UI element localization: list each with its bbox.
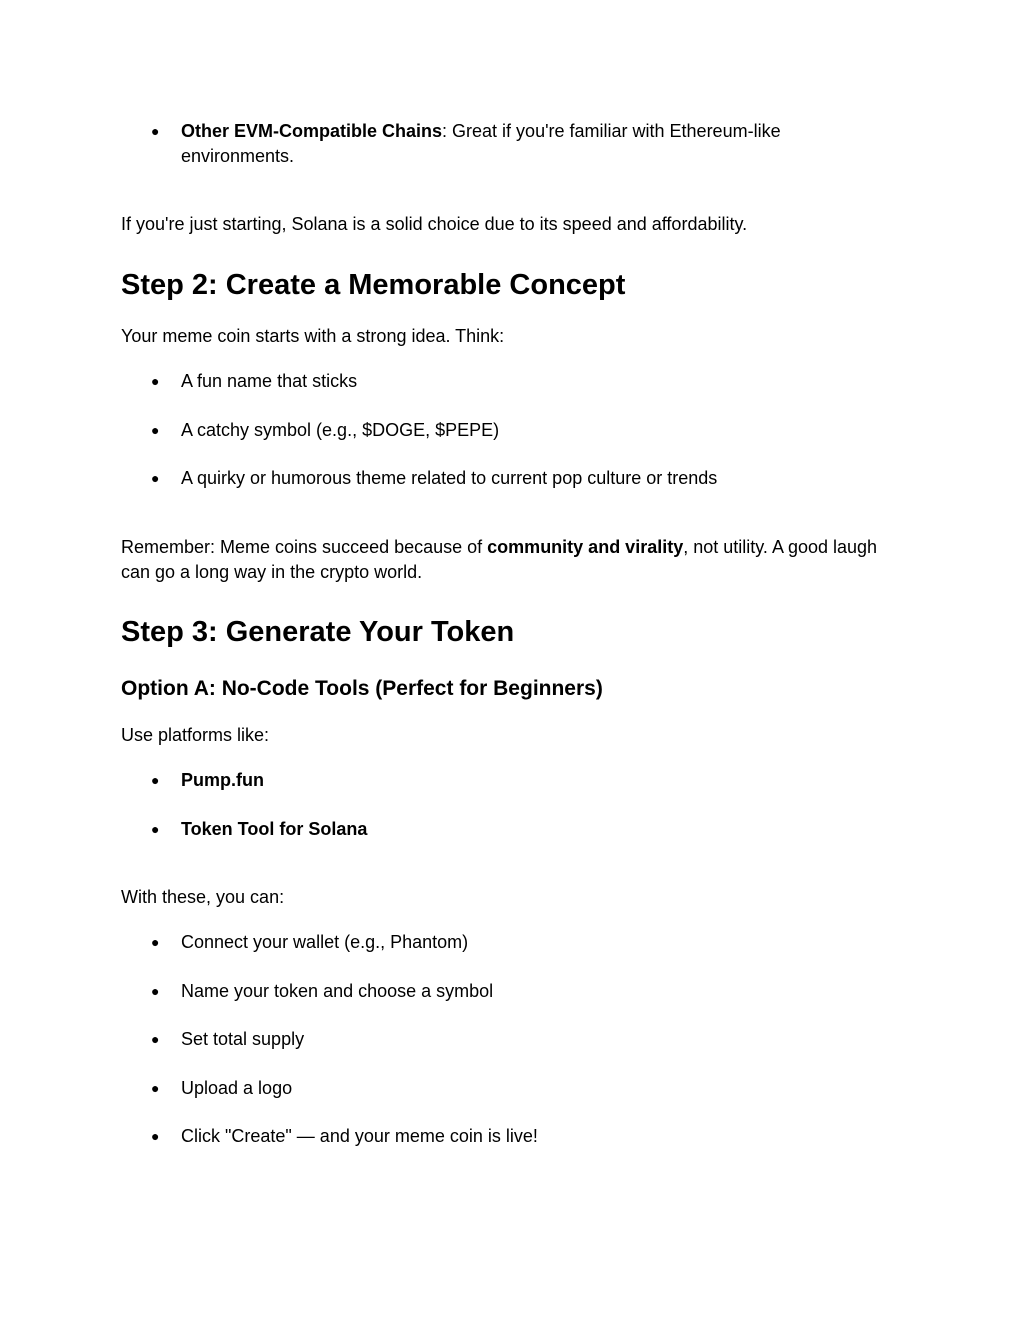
with-these-lead: With these, you can: [121, 887, 285, 907]
bullet-icon: ● [151, 373, 160, 389]
bullet-icon: ● [151, 123, 160, 139]
bullet-icon: ● [151, 422, 160, 438]
step3-heading: Step 3: Generate Your Token [121, 616, 515, 648]
step2-heading: Step 2: Create a Memorable Concept [121, 269, 626, 301]
step2-lead: Your meme coin starts with a strong idea. Think: [121, 326, 505, 346]
bullet-icon: ● [151, 934, 160, 950]
chain-description: : Great if you're familiar with Ethereum-like environments. [181, 121, 781, 166]
remember-paragraph: Remember: Meme coins succeed because of community and virality, not utility. A good laugh can go a long way in the crypto world. [121, 537, 878, 582]
bullet-icon: ● [151, 1128, 160, 1144]
bullet-icon: ● [151, 983, 160, 999]
bullet-icon: ● [151, 772, 160, 788]
document-page: ● Other EVM-Compatible Chains: Great if you're familiar with Ethereum-like environments. If you're just starting, Solana is a solid choice due to its speed and affordability. Step 2: Create a Memorable Concept Your meme coin starts with a strong idea. Think: ● A fun name that sticks ● A catchy symbol (e.g., $DOGE, $PEPE) ● A quirky or humorous theme related to current pop culture or trends Remember: Meme coins succeed because of community and virality, not utility. A good laugh can go a long way in the crypto world. Step 3: Generate Your Token Option A: No-Code Tools (Perfect for Beginners) Use platforms like: ● Pump.fun ● Token Tool for Solana With these, you can: ● Connect your wallet (e.g., Phantom) ● Name your token and choose a symbol ● Set total supply ● Upload a logo ● Click "Create" — and your meme coin is live! [0, 0, 1024, 1325]
platform-name: Pump.fun [181, 770, 264, 790]
chain-name: Other EVM-Compatible Chains [181, 121, 443, 141]
bullet-icon: ● [151, 470, 160, 486]
option-a-heading: Option A: No-Code Tools (Perfect for Beginners) [121, 677, 603, 700]
platform-name: Token Tool for Solana [181, 819, 368, 839]
emphasis-text: community and virality [487, 537, 684, 557]
platforms-lead: Use platforms like: [121, 725, 270, 745]
intro-paragraph: If you're just starting, Solana is a solid choice due to its speed and affordability. [121, 214, 748, 234]
bullet-icon: ● [151, 821, 160, 837]
bullet-icon: ● [151, 1080, 160, 1096]
bullet-icon: ● [151, 1031, 160, 1047]
